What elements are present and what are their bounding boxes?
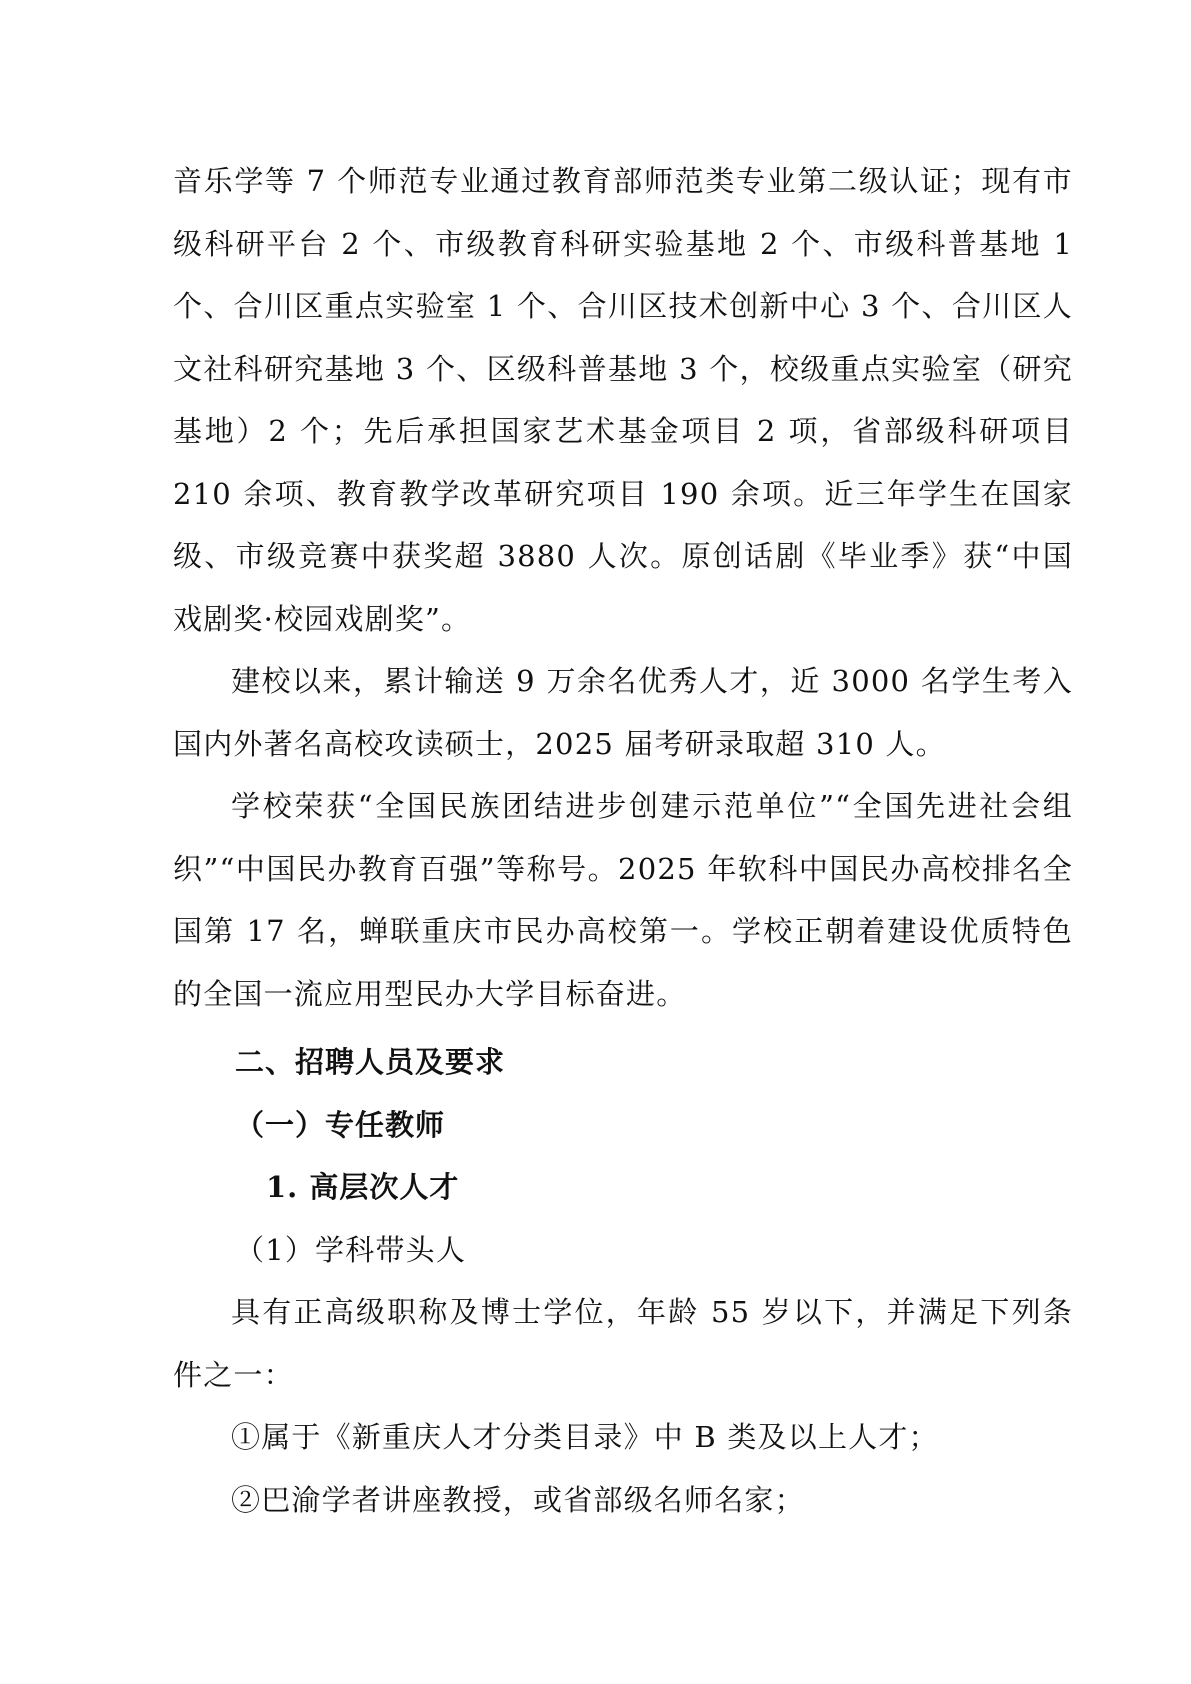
- requirement-item: ①属于《新重庆人才分类目录》中 B 类及以上人才；: [231, 1420, 939, 1454]
- paragraph-honors: 学校荣获“全国民族团结进步创建示范单位”“全国先进社会组织”“中国民办教育百强”等称号。2025 年软科中国民办高校排名全国第 17 名，蝉联重庆市民办高校第一。学校正朝着建设优质特色的全国一流应用型民办大学目标奋进。: [173, 789, 1073, 1011]
- paragraph-graduates: 建校以来，累计输送 9 万余名优秀人才，近 3000 名学生考入国内外著名高校攻读硕士，2025 届考研录取超 310 人。: [173, 664, 1073, 761]
- paragraph-school-achievements: 音乐学等 7 个师范专业通过教育部师范类专业第二级认证；现有市级科研平台 2 个、市级教育科研实验基地 2 个、市级科普基地 1 个、合川区重点实验室 1 个、合川区技术创新中心 3 个、合川区人文社科研究基地 3 个、区级科普基地 3 个，校级重点实验室（研究基地）2 个；先后承担国家艺术基金项目 2 项，省部级科研项目 210 余项、教育教学改革研究项目 190 余项。近三年学生在国家级、市级竞赛中获奖超 3880 人次。原创话剧《毕业季》获“中国戏剧奖·校园戏剧奖”。: [173, 164, 1073, 636]
- subsection-heading-teachers: （一）专任教师: [235, 1107, 446, 1142]
- document-body: [173, 150, 1073, 1531]
- subsection-heading-high-level-talent: 1. 高层次人才: [266, 1170, 460, 1204]
- requirement-intro: 具有正高级职称及博士学位，年龄 55 岁以下，并满足下列条件之一：: [173, 1295, 1073, 1392]
- requirement-item: ②巴渝学者讲座教授，或省部级名师名家；: [231, 1482, 805, 1517]
- subsection-heading-discipline-leader: （1）学科带头人: [235, 1232, 467, 1267]
- section-heading-recruitment: 二、招聘人员及要求: [235, 1045, 506, 1079]
